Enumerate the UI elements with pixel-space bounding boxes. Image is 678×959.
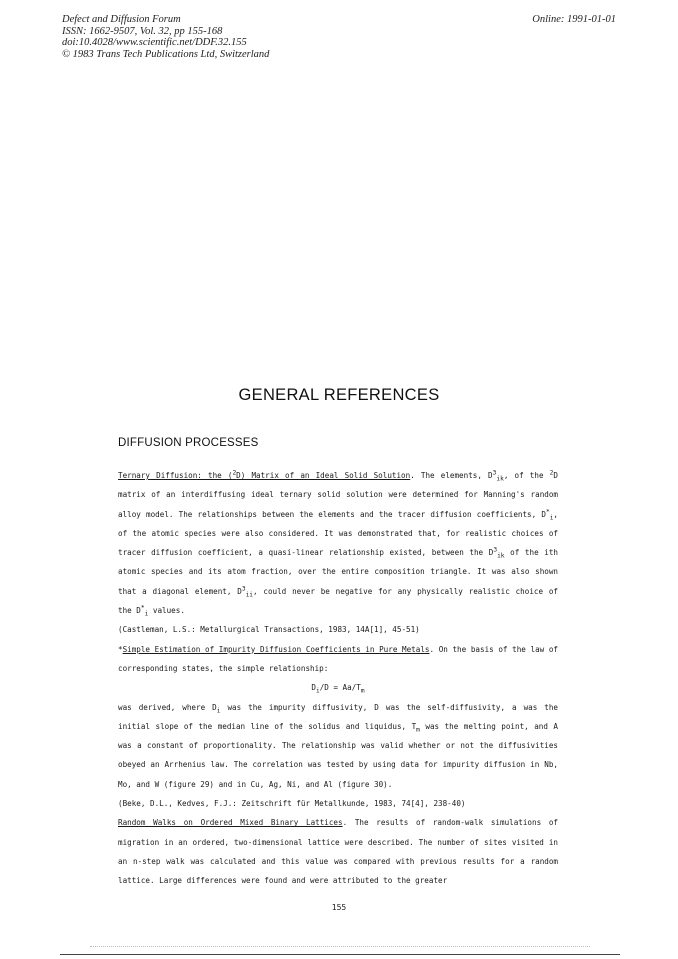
citation: (Castleman, L.S.: Metallurgical Transactions, 1983, 14A[1], 45-51): [118, 625, 420, 635]
paragraph-impurity-diffusion: *Simple Estimation of Impurity Diffusion Coefficients in Pure Metals. On the basis of the law of corresponding states, the simple relationship:: [118, 644, 559, 673]
page-title: GENERAL REFERENCES: [238, 386, 440, 404]
online-date: Online: 1991-01-01: [532, 14, 616, 25]
copyright-line: © 1983 Trans Tech Publications Ltd, Switzerland: [62, 48, 270, 60]
paragraph-heading: Simple Estimation of Impurity Diffusion Coefficients in Pure Metals: [122, 644, 430, 654]
paragraph-heading: Random Walks on Ordered Mixed Binary Lattices: [118, 818, 343, 828]
journal-name: Defect and Diffusion Forum: [62, 14, 181, 25]
doi-line[interactable]: doi:10.4028/www.scientific.net/DDF.32.155: [62, 37, 247, 48]
paragraph-impurity-diffusion-cont: was derived, where $D_i$ was the impurity diffusivity, D was the self-diffusivity, a was the initial slope of the median line of the solidus and liquidus, $T_m$ was the melting point, and A was a constant of proportionality. The relationship was valid whether or not the diffusivities obeyed an Arrhenius law. The correlation was tested by using data for impurity diffusion in Nb, Mo, and W (figure 29) and in Cu, Ag, Ni, and Al (figure 30). (Beke, D.L., Kedves, F.J.: Zeitschrift für Metallkunde, 1983, 74[4], 238-40): [118, 702, 559, 809]
page-number: 155: [331, 903, 347, 912]
section-heading: DIFFUSION PROCESSES: [118, 437, 259, 449]
issn-line: ISSN: 1662-9507, Vol. 32, pp 155-168: [62, 25, 223, 37]
footer-rule: [60, 954, 620, 955]
paragraph-heading: Ternary Diffusion: the ($^2$D) Matrix of an Ideal Solid Solution: [118, 469, 411, 480]
paragraph-random-walks: Random Walks on Ordered Mixed Binary Lattices. The results of random-walk simulations of migration in an ordered, two-dimensional lattice were described. The number of sites visited in an n-step walk was calculated and this value was compared with previous results for a random lattice. Large differences were found and were attributed to the greater: [118, 818, 559, 886]
paragraph-ternary-diffusion: Ternary Diffusion: the ($^2$D) Matrix of an Ideal Solid Solution. The elements, $D^3_{ik}$, of the $^2$D matrix of an interdiffusing ideal ternary solid solution were determined for Manning's random alloy model. The relationships between the elements and the tracer diffusion coefficients, $D^*_i$, of the atomic species were also considered. It was demonstrated that, for realistic choices of tracer diffusion coefficient, a quasi-linear relationship existed, between the $D^3_{ik}$ of the ith atomic species and its atom fraction, over the entire composition triangle. It was also shown that a diagonal element, $D^3_{ii}$, could never be negative for any physically realistic choice of the $D^*_i$ values. (Castleman, L.S.: Metallurgical Transactions, 1983, 14A[1], 45-51): [118, 469, 558, 635]
citation: (Beke, D.L., Kedves, F.J.: Zeitschrift für Metallkunde, 1983, 74[4], 238-40): [118, 799, 466, 809]
footer-dotted-line: [90, 946, 590, 948]
body-text: [118, 466, 558, 891]
journal-header: [62, 14, 269, 60]
equation: $D_i/D = Aa/T_m$: [311, 683, 365, 695]
